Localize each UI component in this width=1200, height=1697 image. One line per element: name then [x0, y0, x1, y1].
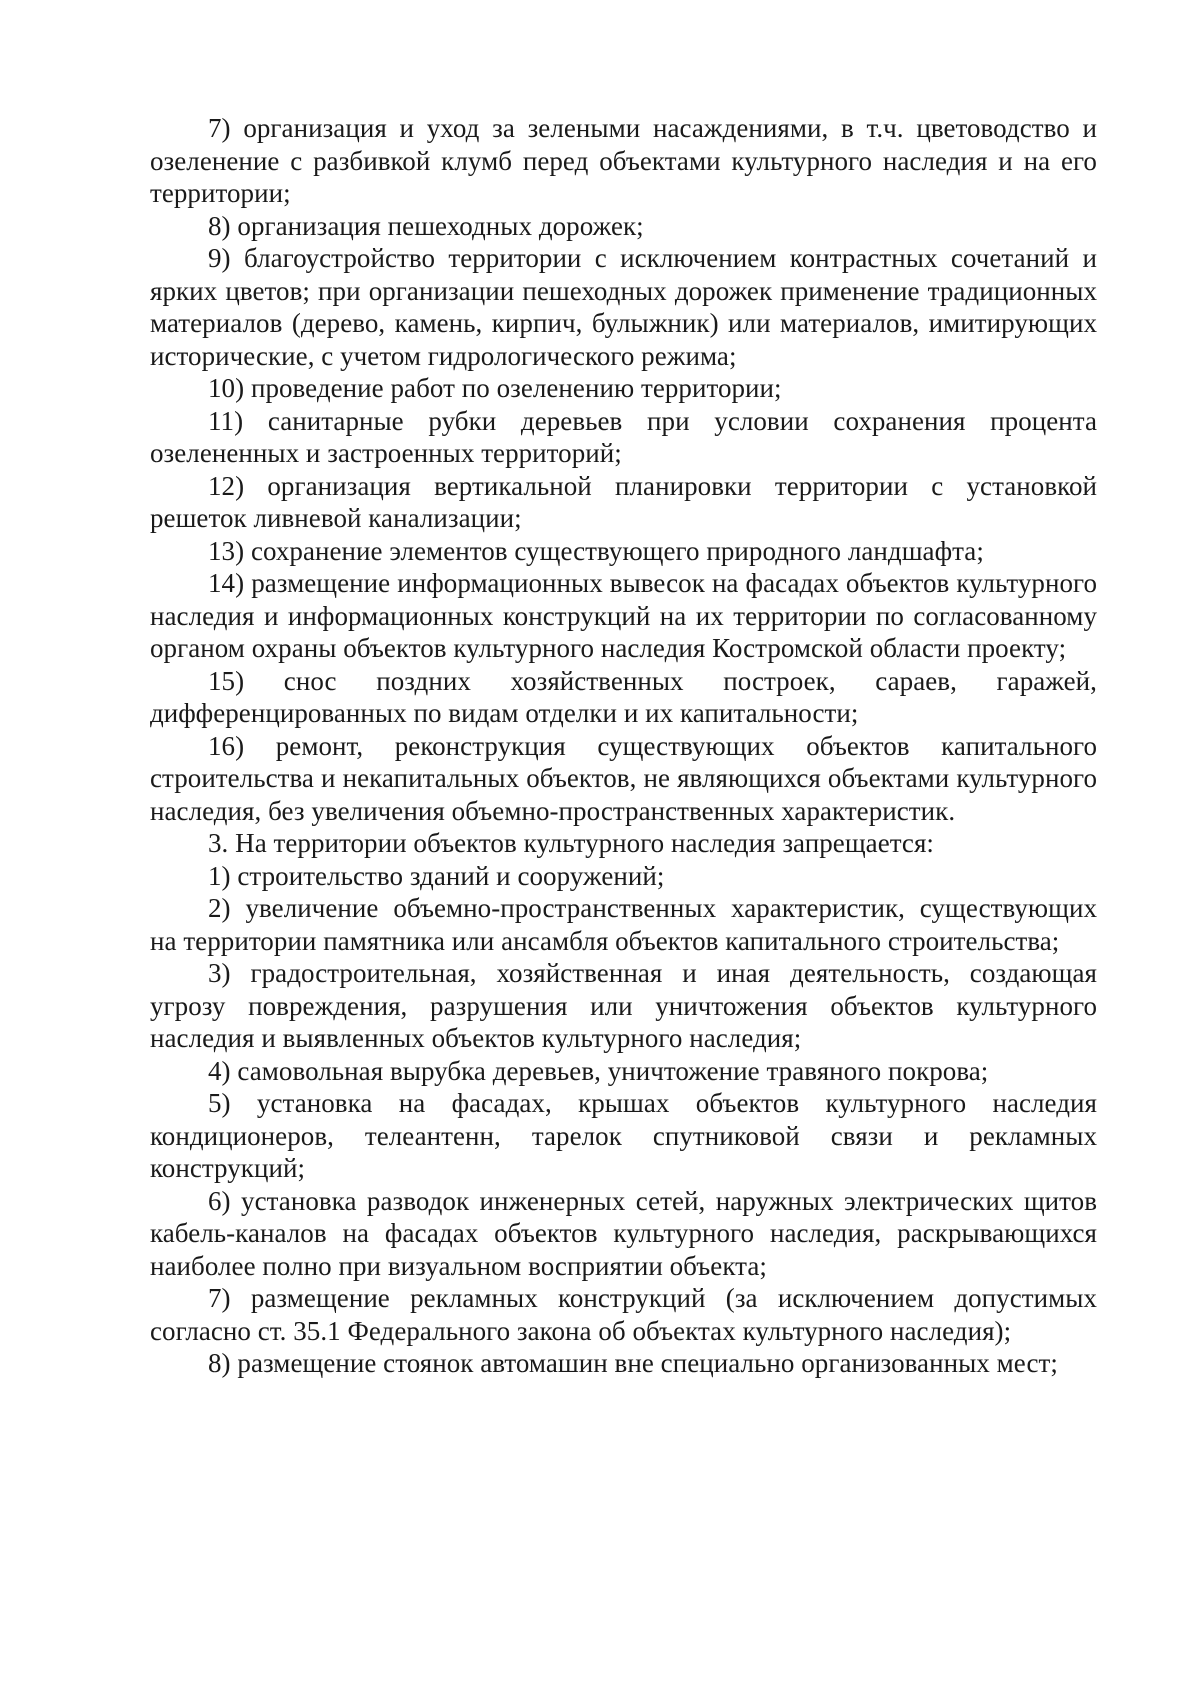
section-heading: 3. На территории объектов культурного наследия запрещается:: [208, 828, 934, 858]
paragraph: 4) самовольная вырубка деревьев, уничтожение травяного покрова;: [208, 1055, 989, 1086]
paragraph: 15) снос поздних хозяйственных построек, сараев, гаражей, дифференцированных по видам отделки и их капитальности;: [150, 665, 1097, 728]
paragraph: 10) проведение работ по озеленению территории;: [208, 373, 782, 403]
paragraph: 12) организация вертикальной планировки территории с установкой решеток ливневой канализации;: [150, 470, 1097, 533]
paragraph: 8) организация пешеходных дорожек;: [208, 210, 644, 241]
paragraph: 3) градостроительная, хозяйственная и иная деятельность, создающая угрозу повреждения, разрушения или уничтожения объектов культурного наследия и выявленных объектов культурного наследия;: [150, 958, 1097, 1053]
paragraph: 13) сохранение элементов существующего природного ландшафта;: [208, 535, 984, 566]
paragraph: 1) строительство зданий и сооружений;: [208, 860, 665, 891]
paragraph: 8) размещение стоянок автомашин вне специально организованных мест;: [208, 1348, 1058, 1378]
paragraph: 2) увеличение объемно-пространственных характеристик, существующих на территории памятника или ансамбля объектов капитального строительства;: [150, 893, 1097, 956]
paragraph: 11) санитарные рубки деревьев при условии сохранения процента озелененных и застроенных территорий;: [150, 405, 1097, 468]
paragraph: 9) благоустройство территории с исключением контрастных сочетаний и ярких цветов; при организации пешеходных дорожек применение традиционных материалов (дерево, камень, кирпич, булыжник) или материалов, имитирующих исторические, с учетом гидрологического режима;: [150, 243, 1097, 371]
paragraph: 16) ремонт, реконструкция существующих объектов капитального строительства и некапитальных объектов, не являющихся объектами культурного наследия, без увеличения объемно-пространственных характеристик.: [150, 730, 1097, 826]
paragraph: 14) размещение информационных вывесок на фасадах объектов культурного наследия и информационных конструкций на их территории по согласованному органом охраны объектов культурного наследия Костромской области проекту;: [150, 568, 1097, 663]
paragraph: 6) установка разводок инженерных сетей, наружных электрических щитов кабель-каналов на фасадах объектов культурного наследия, раскрывающихся наиболее полно при визуальном восприятии объекта;: [150, 1185, 1097, 1281]
document-body: [150, 112, 1097, 1380]
paragraph: 7) организация и уход за зелеными насаждениями, в т.ч. цветоводство и озеленение с разбивкой клумб перед объектами культурного наследия и на его территории;: [150, 113, 1097, 208]
paragraph: 7) размещение рекламных конструкций (за исключением допустимых согласно ст. 35.1 Федерального закона об объектах культурного наследия);: [150, 1283, 1097, 1346]
paragraph: 5) установка на фасадах, крышах объектов культурного наследия кондиционеров, телеантенн, тарелок спутниковой связи и рекламных конструкций;: [150, 1088, 1097, 1183]
